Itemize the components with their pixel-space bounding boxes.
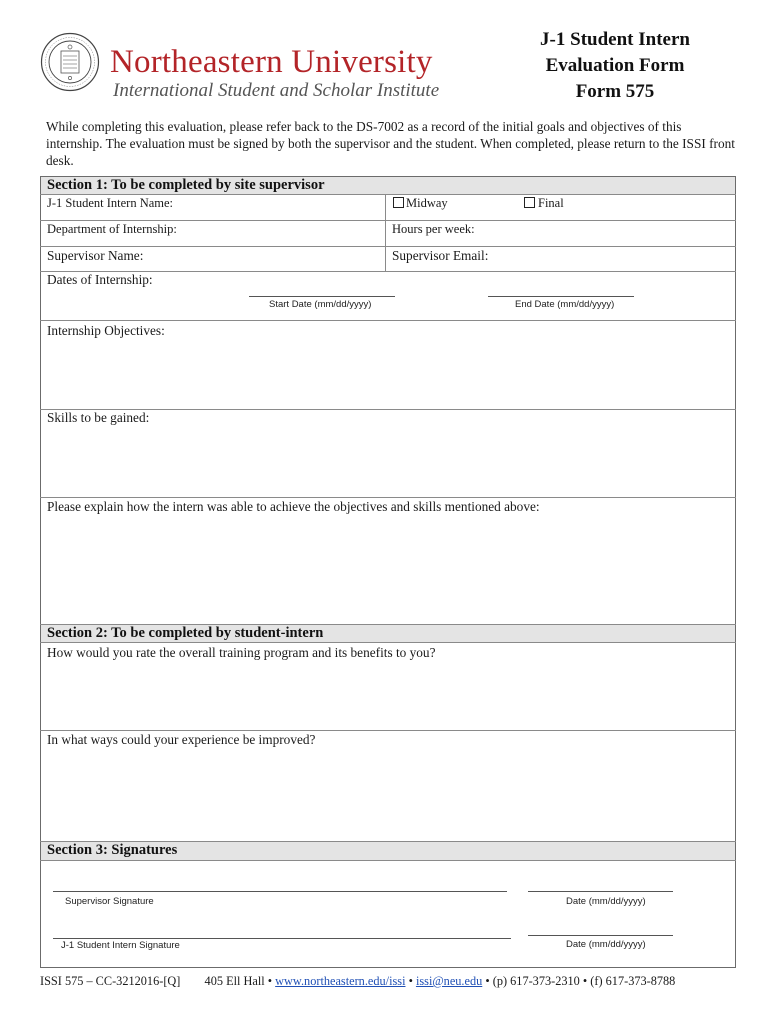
divider [40, 194, 736, 195]
hours-per-week-label: Hours per week: [392, 222, 475, 236]
section3-heading: Section 3: Signatures [47, 842, 178, 858]
divider [40, 320, 736, 321]
intern-date-label: Date (mm/dd/yyyy) [566, 939, 646, 950]
final-label: Final [538, 196, 564, 210]
footer-fax: (f) 617-373-8788 [590, 974, 676, 988]
footer-phone: (p) 617-373-2310 [492, 974, 580, 988]
supervisor-signature-label: Supervisor Signature [65, 896, 154, 907]
intern-name-label: J-1 Student Intern Name: [47, 196, 174, 210]
divider [40, 642, 736, 643]
divider [40, 497, 736, 498]
supervisor-signature-line[interactable] [53, 891, 507, 892]
supervisor-date-label: Date (mm/dd/yyyy) [566, 896, 646, 907]
start-date-line[interactable] [249, 296, 395, 297]
footer-form-code: ISSI 575 – CC-3212016-[Q] [40, 974, 181, 988]
divider [40, 220, 736, 221]
divider [40, 860, 736, 861]
explain-achievement-label: Please explain how the intern was able to achieve the objectives and skills mentioned above: [47, 499, 540, 514]
footer-bullet: • [485, 974, 490, 988]
midway-label: Midway [406, 196, 448, 210]
intern-date-line[interactable] [528, 935, 673, 936]
footer [40, 974, 740, 989]
internship-objectives-label: Internship Objectives: [47, 323, 165, 338]
university-seal-logo [40, 32, 100, 92]
column-divider [385, 194, 386, 272]
final-checkbox[interactable] [524, 197, 535, 208]
form-title-line2: Evaluation Form [545, 55, 685, 76]
dates-of-internship-label: Dates of Internship: [47, 272, 153, 287]
supervisor-email-label: Supervisor Email: [392, 248, 489, 263]
institute-name: International Student and Scholar Institute [113, 80, 440, 101]
footer-address: 405 Ell Hall [204, 974, 265, 988]
section1-heading: Section 1: To be completed by site supervisor [47, 177, 325, 193]
university-name: Northeastern University [110, 44, 433, 80]
divider [40, 246, 736, 247]
footer-bullet: • [408, 974, 413, 988]
start-date-label: Start Date (mm/dd/yyyy) [269, 299, 372, 310]
form-title-line3: Form 575 [575, 81, 655, 102]
department-label: Department of Internship: [47, 222, 177, 236]
rate-program-label: How would you rate the overall training program and its benefits to you? [47, 645, 436, 660]
intern-signature-label: J-1 Student Intern Signature [61, 940, 180, 951]
skills-label: Skills to be gained: [47, 410, 150, 425]
footer-bullet: • [267, 974, 273, 988]
intern-signature-line[interactable] [53, 938, 511, 939]
divider [40, 730, 736, 731]
footer-website-link[interactable]: www.northeastern.edu/issi [275, 974, 406, 988]
supervisor-name-label: Supervisor Name: [47, 248, 144, 263]
intro-paragraph: While completing this evaluation, please refer back to the DS-7002 as a record of the initial goals and objectives of this internship. The evaluation must be signed by both the supervisor and the student. When completed, please return to the ISSI front desk. [46, 119, 735, 168]
midway-checkbox[interactable] [393, 197, 404, 208]
form-title-line1: J-1 Student Intern [540, 29, 690, 50]
supervisor-date-line[interactable] [528, 891, 673, 892]
section2-heading: Section 2: To be completed by student-intern [47, 625, 324, 641]
improve-experience-label: In what ways could your experience be improved? [47, 732, 316, 747]
footer-email-link[interactable]: issi@neu.edu [415, 974, 483, 988]
footer-bullet: • [582, 974, 588, 988]
end-date-label: End Date (mm/dd/yyyy) [515, 299, 615, 310]
end-date-line[interactable] [488, 296, 634, 297]
